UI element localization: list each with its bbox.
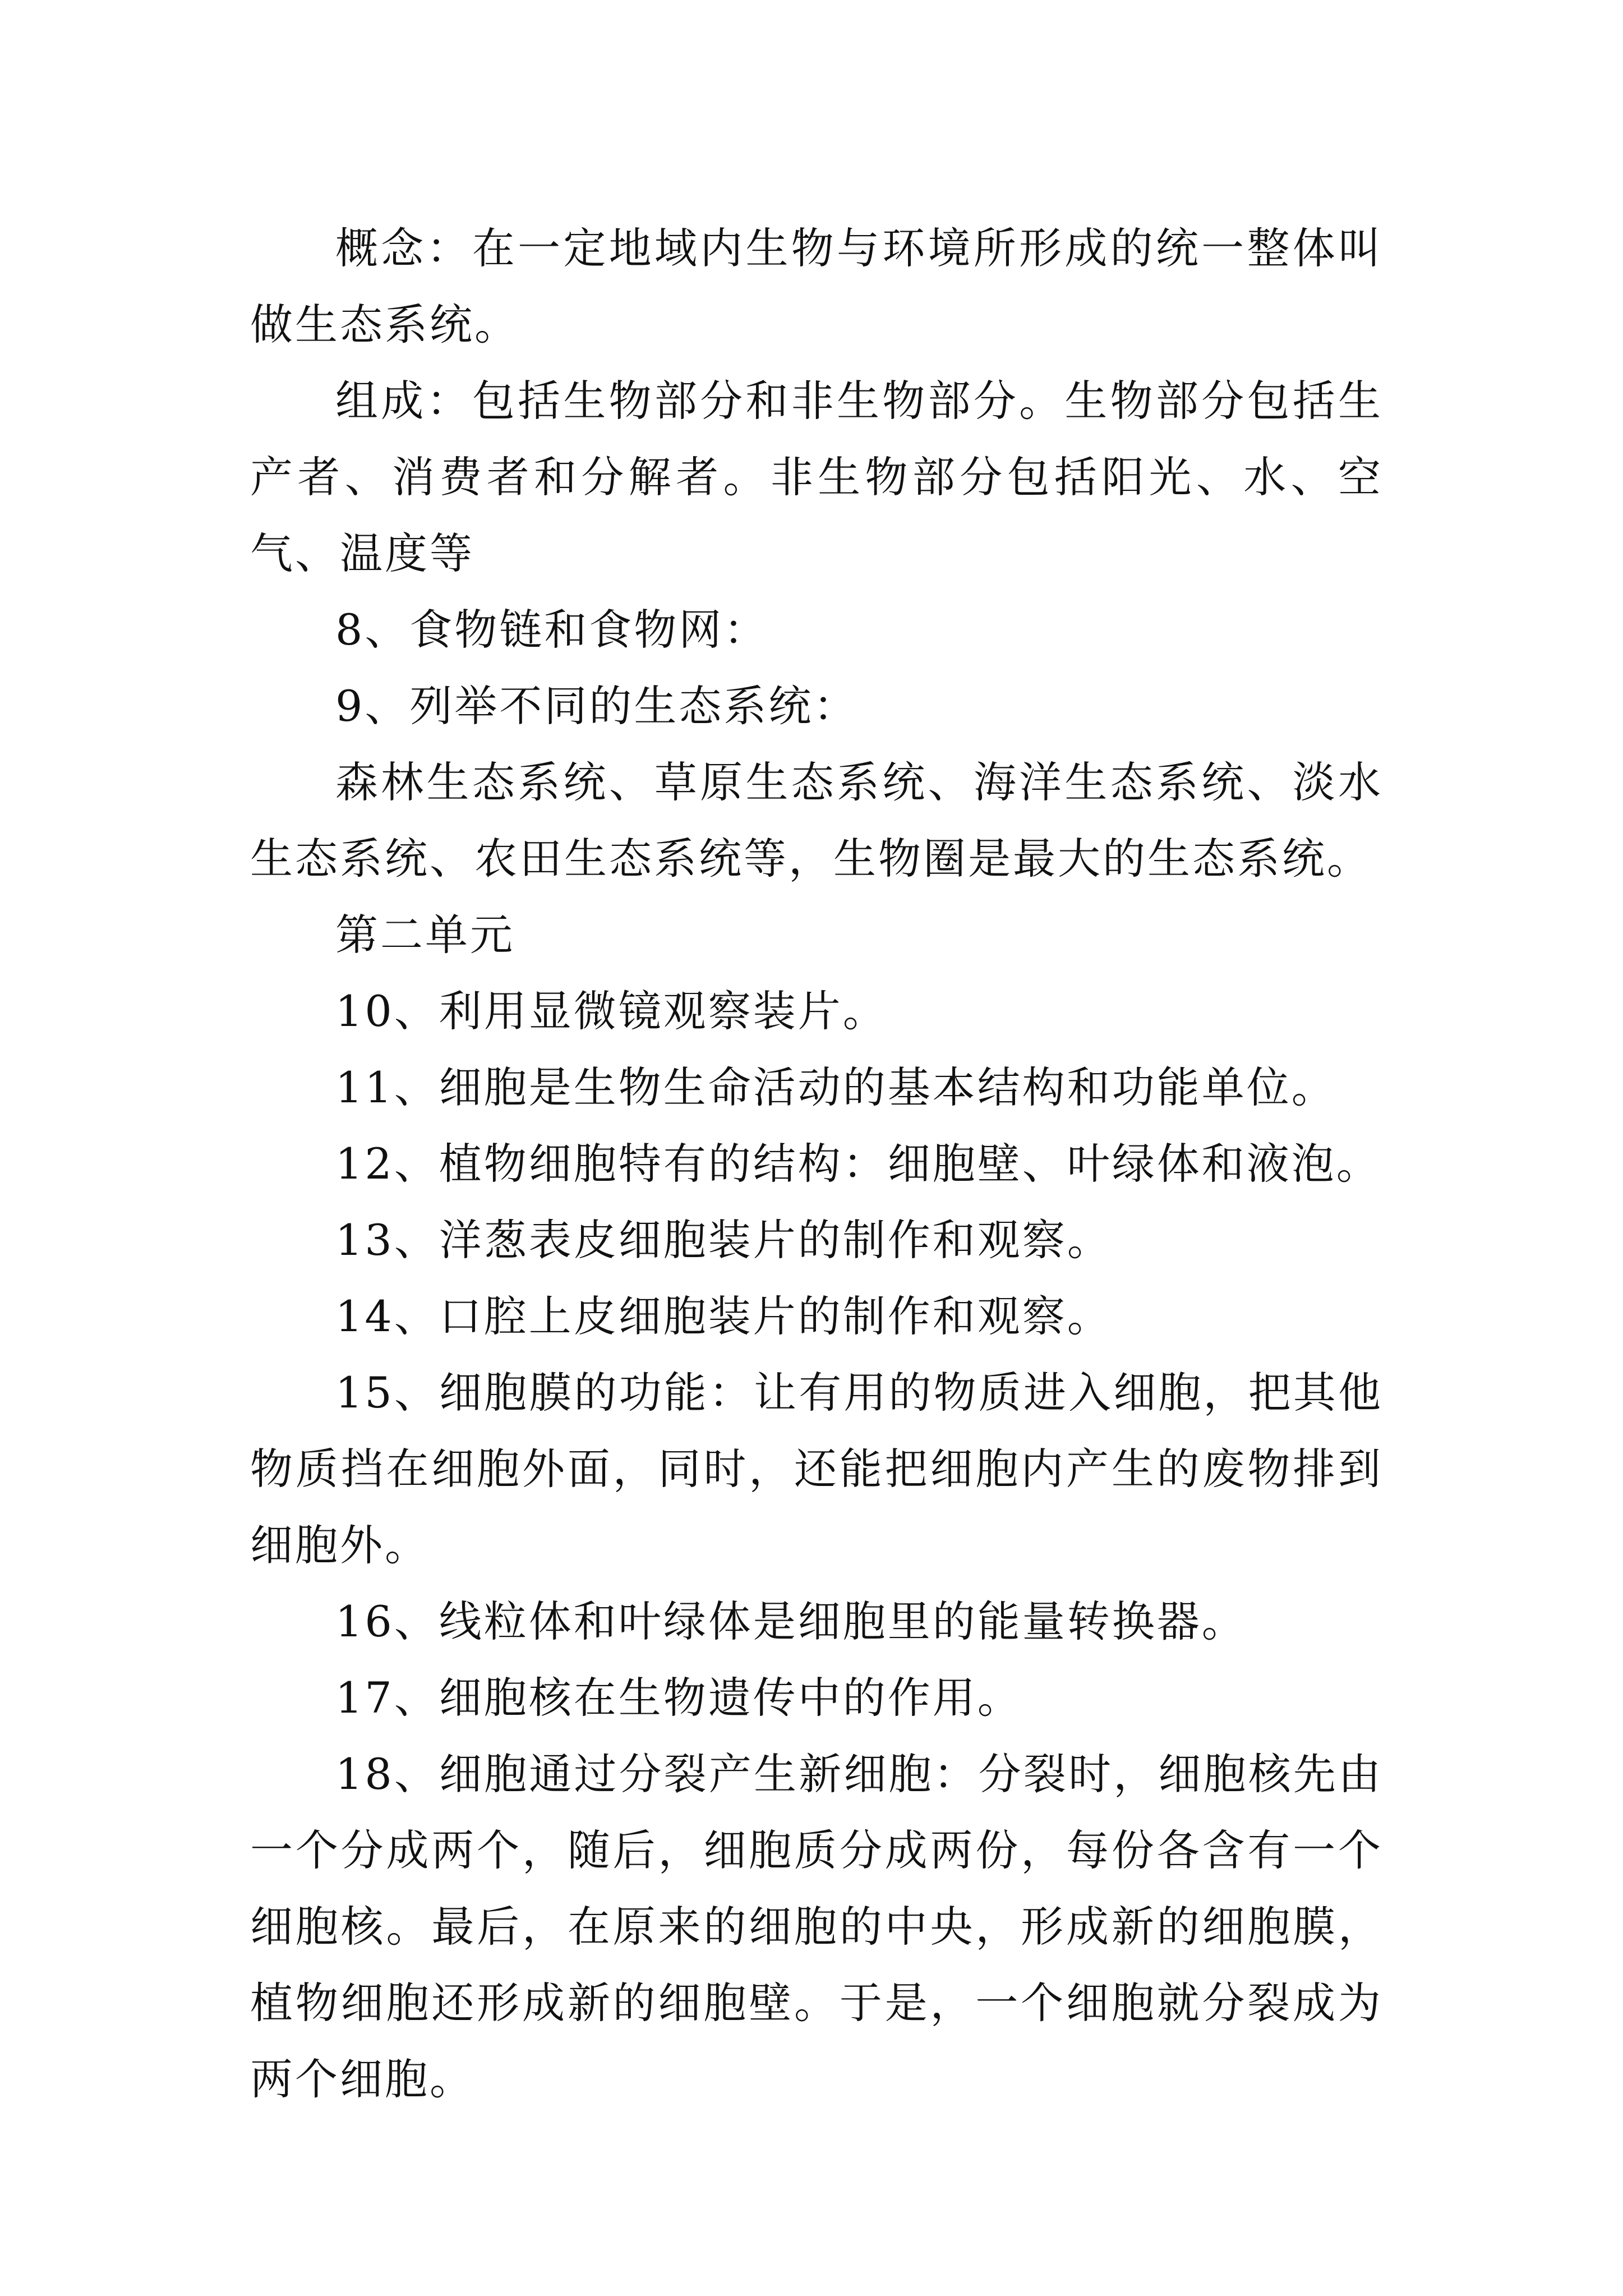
paragraph-ecosystem-composition: 组成：包括生物部分和非生物部分。生物部分包括生产者、消费者和分解者。非生物部分包括阳光、水、空气、温度等 xyxy=(250,376,1383,578)
paragraph-item-17: 17、细胞核在生物遗传中的作用。 xyxy=(335,1673,1022,1723)
section-heading-unit-2: 第二单元 xyxy=(335,910,515,960)
paragraph-item-16: 16、线粒体和叶绿体是细胞里的能量转换器。 xyxy=(335,1596,1247,1646)
paragraph-item-8: 8、食物链和食物网： xyxy=(335,605,769,655)
paragraph-item-11: 11、细胞是生物生命活动的基本结构和功能单位。 xyxy=(335,1062,1336,1112)
paragraph-item-14: 14、口腔上皮细胞装片的制作和观察。 xyxy=(335,1291,1112,1341)
paragraph-item-13: 13、洋葱表皮细胞装片的制作和观察。 xyxy=(335,1215,1112,1265)
paragraph-item-15: 15、细胞膜的功能：让有用的物质进入细胞，把其他物质挡在细胞外面，同时，还能把细胞内产生的废物排到细胞外。 xyxy=(250,1368,1383,1570)
paragraph-item-9: 9、列举不同的生态系统： xyxy=(335,681,859,731)
paragraph-ecosystem-concept: 概念：在一定地域内生物与环境所形成的统一整体叫做生态系统。 xyxy=(250,223,1383,349)
paragraph-ecosystem-types: 森林生态系统、草原生态系统、海洋生态系统、淡水生态系统、农田生态系统等，生物圈是最大的生态系统。 xyxy=(250,757,1383,884)
paragraph-item-18: 18、细胞通过分裂产生新细胞：分裂时，细胞核先由一个分成两个，随后，细胞质分成两份，每份各含有一个细胞核。最后，在原来的细胞的中央，形成新的细胞膜，植物细胞还形成新的细胞壁。于是，一个细胞就分裂成为两个细胞。 xyxy=(250,1749,1383,2104)
paragraph-item-12: 12、植物细胞特有的结构：细胞壁、叶绿体和液泡。 xyxy=(335,1139,1381,1189)
paragraph-item-10: 10、利用显微镜观察装片。 xyxy=(335,986,888,1036)
document-body xyxy=(250,210,1383,2118)
